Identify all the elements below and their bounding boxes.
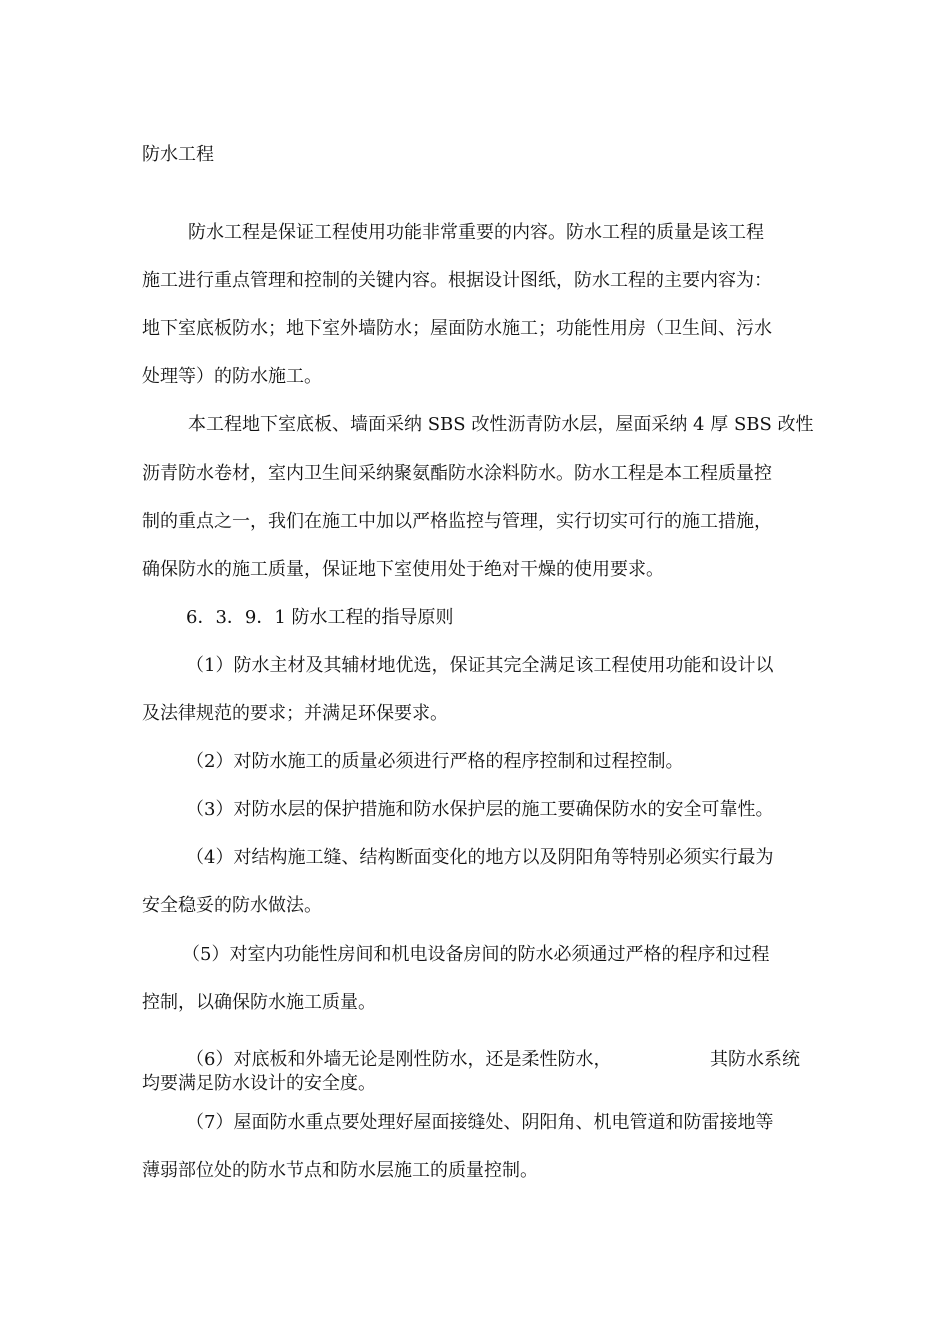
item-7-line-2: 薄弱部位处的防水节点和防水层施工的质量控制。 (142, 1160, 538, 1181)
paragraph-1-line-1: 防水工程是保证工程使用功能非常重要的内容。防水工程的质量是该工程 (188, 222, 764, 243)
item-1-line-2: 及法律规范的要求；并满足环保要求。 (142, 703, 448, 724)
item-2-line-1: （2）对防水施工的质量必须进行严格的程序控制和过程控制。 (186, 751, 684, 772)
paragraph-1-line-2: 施工进行重点管理和控制的关键内容。根据设计图纸，防水工程的主要内容为： (142, 270, 772, 291)
item-3-line-1: （3）对防水层的保护措施和防水保护层的施工要确保防水的安全可靠性。 (186, 799, 774, 820)
paragraph-2-line-3: 制的重点之一，我们在施工中加以严格监控与管理，实行切实可行的施工措施， (142, 511, 772, 532)
paragraph-2-line-2: 沥青防水卷材，室内卫生间采纳聚氨酯防水涂料防水。防水工程是本工程质量控 (142, 463, 772, 484)
section-heading: 6．3．9．1 防水工程的指导原则 (186, 607, 454, 628)
item-6-trailing-text: 其防水系统 (710, 1049, 800, 1070)
document-title: 防水工程 (142, 144, 214, 165)
item-4-line-2: 安全稳妥的防水做法。 (142, 895, 322, 916)
item-7-line-1: （7）屋面防水重点要处理好屋面接缝处、阴阳角、机电管道和防雷接地等 (186, 1112, 774, 1133)
paragraph-2-line-4: 确保防水的施工质量，保证地下室使用处于绝对干燥的使用要求。 (142, 559, 664, 580)
item-6-line-2: 均要满足防水设计的安全度。 (142, 1073, 376, 1094)
paragraph-1-line-4: 处理等）的防水施工。 (142, 366, 322, 387)
item-5-line-1: （5）对室内功能性房间和机电设备房间的防水必须通过严格的程序和过程 (182, 944, 770, 965)
item-6-line-1: （6）对底板和外墙无论是刚性防水，还是柔性防水， (186, 1049, 612, 1070)
item-5-line-2: 控制，以确保防水施工质量。 (142, 992, 376, 1013)
item-1-line-1: （1）防水主材及其辅材地优选，保证其完全满足该工程使用功能和设计以 (186, 655, 774, 676)
paragraph-1-line-3: 地下室底板防水；地下室外墙防水；屋面防水施工；功能性用房（卫生间、污水 (142, 318, 772, 339)
item-4-line-1: （4）对结构施工缝、结构断面变化的地方以及阴阳角等特别必须实行最为 (186, 847, 774, 868)
paragraph-2-line-1: 本工程地下室底板、墙面采纳 SBS 改性沥青防水层，屋面采纳 4 厚 SBS 改性 (188, 414, 814, 435)
